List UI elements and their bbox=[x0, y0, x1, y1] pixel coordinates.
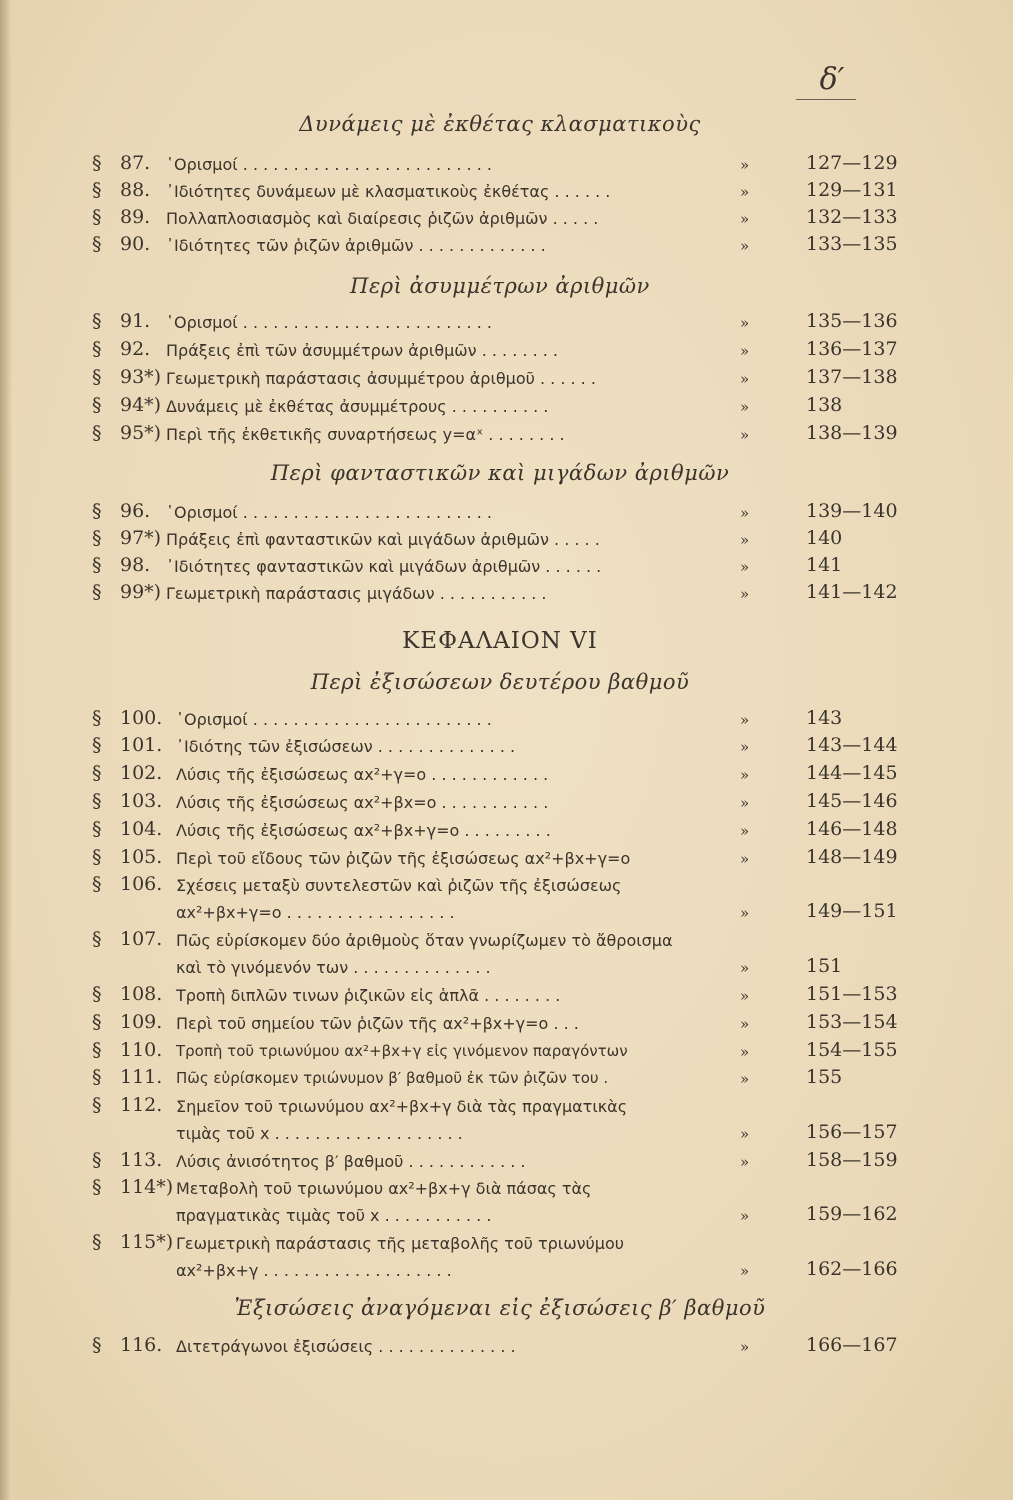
entry-title: ῾Ορισμοί . . . . . . . . . . . . . . . . . . . . . . . . . bbox=[166, 503, 492, 522]
ditto-mark: » bbox=[740, 850, 750, 868]
entry-pages: 127—129 bbox=[806, 152, 898, 174]
section-mark: § bbox=[92, 366, 102, 388]
entry-pages: 138—139 bbox=[806, 422, 898, 444]
ditto-mark: » bbox=[740, 1207, 750, 1225]
ditto-mark: » bbox=[740, 314, 750, 332]
toc-entry-continuation bbox=[0, 900, 1013, 928]
entry-title: ᾿Ιδιότητες δυνάμεων μὲ κλασματικοὺς ἐκθέτας . . . . . . bbox=[166, 182, 611, 201]
entry-pages: 139—140 bbox=[806, 500, 898, 522]
toc-entry-continuation bbox=[0, 1203, 1013, 1231]
entry-pages: 140 bbox=[806, 527, 843, 549]
toc-entry bbox=[0, 338, 1013, 366]
toc-entry bbox=[0, 179, 1013, 207]
toc-entry bbox=[0, 527, 1013, 555]
entry-number: 99*) bbox=[120, 581, 162, 603]
entry-number: 112. bbox=[120, 1094, 163, 1116]
entry-title-continuation: αx²+βx+γ=ο . . . . . . . . . . . . . . . . . bbox=[176, 903, 455, 922]
entry-pages: 148—149 bbox=[806, 846, 898, 868]
section-mark: § bbox=[92, 527, 102, 549]
entry-title-continuation: αx²+βx+γ . . . . . . . . . . . . . . . . . . . bbox=[176, 1261, 452, 1280]
section-mark: § bbox=[92, 1149, 102, 1171]
ditto-mark: » bbox=[740, 959, 750, 977]
toc-entry bbox=[0, 707, 1013, 735]
entry-pages: 153—154 bbox=[806, 1011, 898, 1033]
toc-entry bbox=[0, 422, 1013, 450]
entry-number: 116. bbox=[120, 1334, 163, 1356]
section-mark: § bbox=[92, 1039, 102, 1061]
ditto-mark: » bbox=[740, 585, 750, 603]
ditto-mark: » bbox=[740, 156, 750, 174]
section-mark: § bbox=[92, 233, 102, 255]
entry-pages: 156—157 bbox=[806, 1121, 898, 1143]
entry-pages: 144—145 bbox=[806, 762, 898, 784]
ditto-mark: » bbox=[740, 1125, 750, 1143]
entry-title: Περὶ τῆς ἐκθετικῆς συναρτήσεως y=αˣ . . . . . . . . bbox=[166, 425, 565, 444]
entry-title: Λύσις τῆς ἐξισώσεως αx²+γ=ο . . . . . . . . . . . . bbox=[176, 765, 549, 784]
entry-pages: 143 bbox=[806, 707, 843, 729]
entry-pages: 133—135 bbox=[806, 233, 898, 255]
entry-title: Λύσις τῆς ἐξισώσεως αx²+βx=ο . . . . . . . . . . . bbox=[176, 793, 549, 812]
toc-entry bbox=[0, 762, 1013, 790]
toc-entry bbox=[0, 394, 1013, 422]
ditto-mark: » bbox=[740, 794, 750, 812]
section-mark: § bbox=[92, 581, 102, 603]
toc-entry bbox=[0, 554, 1013, 582]
toc-entry bbox=[0, 790, 1013, 818]
ditto-mark: » bbox=[740, 738, 750, 756]
section-heading-reducible-equations: Ἐξισώσεις ἀναγόμεναι εἰς ἐξισώσεις β′ βαθμοῦ bbox=[234, 1296, 766, 1320]
ditto-mark: » bbox=[740, 1015, 750, 1033]
entry-title: Τροπὴ τοῦ τριωνύμου αx²+βx+γ εἰς γινόμενον παραγόντων bbox=[176, 1042, 628, 1060]
entry-number: 95*) bbox=[120, 422, 162, 444]
ditto-mark: » bbox=[740, 987, 750, 1005]
section-heading-imaginary-numbers: Περὶ φανταστικῶν καὶ μιγάδων ἀριθμῶν bbox=[270, 461, 730, 485]
entry-number: 98. bbox=[120, 554, 151, 576]
entry-number: 102. bbox=[120, 762, 163, 784]
entry-number: 107. bbox=[120, 928, 163, 950]
section-mark: § bbox=[92, 1094, 102, 1116]
section-mark: § bbox=[92, 707, 102, 729]
entry-number: 88. bbox=[120, 179, 151, 201]
chapter-title: ΚΕΦΑΛΑΙΟΝ VI bbox=[402, 628, 598, 654]
entry-number: 101. bbox=[120, 734, 163, 756]
entry-pages: 151—153 bbox=[806, 983, 898, 1005]
toc-entry bbox=[0, 1334, 1013, 1362]
toc-entry bbox=[0, 928, 1013, 956]
entry-title: Σημεῖον τοῦ τριωνύμου αx²+βx+γ διὰ τὰς πραγματικὰς bbox=[176, 1097, 628, 1116]
ditto-mark: » bbox=[740, 237, 750, 255]
section-mark: § bbox=[92, 762, 102, 784]
entry-number: 108. bbox=[120, 983, 163, 1005]
entry-number: 111. bbox=[120, 1066, 163, 1088]
section-mark: § bbox=[92, 1066, 102, 1088]
entry-number: 103. bbox=[120, 790, 163, 812]
toc-entry bbox=[0, 1176, 1013, 1204]
entry-pages: 137—138 bbox=[806, 366, 898, 388]
entry-pages: 136—137 bbox=[806, 338, 898, 360]
entry-number: 96. bbox=[120, 500, 151, 522]
entry-title: Περὶ τοῦ εἴδους τῶν ῥιζῶν τῆς ἐξισώσεως αx²+βx+γ=ο bbox=[176, 849, 631, 868]
entry-number: 87. bbox=[120, 152, 151, 174]
entry-title: Δυνάμεις μὲ ἐκθέτας ἀσυμμέτρους . . . . . . . . . . bbox=[166, 397, 549, 416]
entry-title: Πράξεις ἐπὶ φανταστικῶν καὶ μιγάδων ἀριθμῶν . . . . . bbox=[166, 530, 600, 549]
entry-pages: 135—136 bbox=[806, 310, 898, 332]
entry-pages: 145—146 bbox=[806, 790, 898, 812]
entry-number: 109. bbox=[120, 1011, 163, 1033]
ditto-mark: » bbox=[740, 342, 750, 360]
section-mark: § bbox=[92, 846, 102, 868]
toc-entry bbox=[0, 1094, 1013, 1122]
section-mark: § bbox=[92, 873, 102, 895]
toc-entry bbox=[0, 873, 1013, 901]
ditto-mark: » bbox=[740, 531, 750, 549]
entry-title-continuation: καὶ τὸ γινόμενόν των . . . . . . . . . . . . . . bbox=[176, 958, 491, 977]
toc-entry bbox=[0, 366, 1013, 394]
entry-title: ᾿Ιδιότητες φανταστικῶν καὶ μιγάδων ἀριθμῶν . . . . . . bbox=[166, 557, 602, 576]
ditto-mark: » bbox=[740, 822, 750, 840]
entry-title: Λύσις ἀνισότητος β′ βαθμοῦ . . . . . . . . . . . . bbox=[176, 1152, 526, 1171]
section-mark: § bbox=[92, 152, 102, 174]
entry-title-continuation: πραγματικὰς τιμὰς τοῦ x . . . . . . . . . . . bbox=[176, 1206, 492, 1225]
entry-title: ᾿Ιδιότητες τῶν ῥιζῶν ἀριθμῶν . . . . . . . . . . . . . bbox=[166, 236, 546, 255]
entry-pages: 149—151 bbox=[806, 900, 898, 922]
entry-pages: 158—159 bbox=[806, 1149, 898, 1171]
toc-entry-continuation bbox=[0, 1258, 1013, 1286]
toc-entry bbox=[0, 1066, 1013, 1094]
toc-entry bbox=[0, 233, 1013, 261]
entry-title: Σχέσεις μεταξὺ συντελεστῶν καὶ ῥιζῶν τῆς ἐξισώσεως bbox=[176, 876, 622, 895]
section-mark: § bbox=[92, 1011, 102, 1033]
section-mark: § bbox=[92, 310, 102, 332]
section-mark: § bbox=[92, 818, 102, 840]
entry-number: 113. bbox=[120, 1149, 163, 1171]
toc-entry bbox=[0, 581, 1013, 609]
toc-entry bbox=[0, 206, 1013, 234]
toc-entry bbox=[0, 310, 1013, 338]
entry-title: Γεωμετρικὴ παράστασις τῆς μεταβολῆς τοῦ τριωνύμου bbox=[176, 1234, 625, 1253]
entry-pages: 155 bbox=[806, 1066, 843, 1088]
page-number: δ′ bbox=[819, 62, 845, 97]
section-mark: § bbox=[92, 928, 102, 950]
section-mark: § bbox=[92, 394, 102, 416]
entry-number: 94*) bbox=[120, 394, 162, 416]
ditto-mark: » bbox=[740, 183, 750, 201]
entry-title: ᾿Ιδιότης τῶν ἐξισώσεων . . . . . . . . . . . . . . bbox=[176, 737, 516, 756]
section-mark: § bbox=[92, 500, 102, 522]
toc-entry bbox=[0, 1149, 1013, 1177]
entry-pages: 138 bbox=[806, 394, 843, 416]
ditto-mark: » bbox=[740, 711, 750, 729]
toc-entry-continuation bbox=[0, 1121, 1013, 1149]
section-mark: § bbox=[92, 554, 102, 576]
entry-title-continuation: τιμὰς τοῦ x . . . . . . . . . . . . . . . . . . . bbox=[176, 1124, 463, 1143]
section-mark: § bbox=[92, 422, 102, 444]
entry-pages: 132—133 bbox=[806, 206, 898, 228]
section-heading-quadratic-equations: Περὶ ἐξισώσεων δευτέρου βαθμοῦ bbox=[310, 670, 690, 694]
ditto-mark: » bbox=[740, 210, 750, 228]
toc-entry-continuation bbox=[0, 955, 1013, 983]
entry-pages: 151 bbox=[806, 955, 843, 977]
toc-entry bbox=[0, 983, 1013, 1011]
section-heading-irrational-numbers: Περὶ ἀσυμμέτρων ἀριθμῶν bbox=[350, 274, 650, 298]
ditto-mark: » bbox=[740, 1262, 750, 1280]
ditto-mark: » bbox=[740, 766, 750, 784]
ditto-mark: » bbox=[740, 558, 750, 576]
entry-pages: 159—162 bbox=[806, 1203, 898, 1225]
entry-number: 97*) bbox=[120, 527, 162, 549]
entry-title: Λύσις τῆς ἐξισώσεως αx²+βx+γ=ο . . . . . . . . . bbox=[176, 821, 551, 840]
ditto-mark: » bbox=[740, 1338, 750, 1356]
entry-pages: 154—155 bbox=[806, 1039, 898, 1061]
entry-number: 106. bbox=[120, 873, 163, 895]
entry-title: ῾Ορισμοί . . . . . . . . . . . . . . . . . . . . . . . . . bbox=[166, 155, 492, 174]
section-mark: § bbox=[92, 983, 102, 1005]
entry-number: 89. bbox=[120, 206, 151, 228]
entry-title: Πολλαπλοσιασμὸς καὶ διαίρεσις ῥιζῶν ἀριθμῶν . . . . . bbox=[166, 209, 599, 228]
section-mark: § bbox=[92, 734, 102, 756]
ditto-mark: » bbox=[740, 1153, 750, 1171]
section-mark: § bbox=[92, 790, 102, 812]
section-mark: § bbox=[92, 206, 102, 228]
section-mark: § bbox=[92, 1231, 102, 1253]
section-mark: § bbox=[92, 1334, 102, 1356]
section-mark: § bbox=[92, 338, 102, 360]
entry-number: 92. bbox=[120, 338, 151, 360]
ditto-mark: » bbox=[740, 398, 750, 416]
entry-pages: 141 bbox=[806, 554, 843, 576]
toc-entry bbox=[0, 1011, 1013, 1039]
ditto-mark: » bbox=[740, 370, 750, 388]
entry-number: 104. bbox=[120, 818, 163, 840]
toc-entry bbox=[0, 152, 1013, 180]
entry-title: Διτετράγωνοι ἐξισώσεις . . . . . . . . . . . . . . bbox=[176, 1337, 516, 1356]
section-mark: § bbox=[92, 179, 102, 201]
toc-entry bbox=[0, 846, 1013, 874]
entry-title: Μεταβολὴ τοῦ τριωνύμου αx²+βx+γ διὰ πάσας τὰς bbox=[176, 1179, 592, 1198]
entry-title: Γεωμετρικὴ παράστασις ἀσυμμέτρου ἀριθμοῦ . . . . . . bbox=[166, 369, 596, 388]
entry-pages: 143—144 bbox=[806, 734, 898, 756]
entry-title: Τροπὴ διπλῶν τινων ῥιζικῶν εἰς ἁπλᾶ . . . . . . . . bbox=[176, 986, 561, 1005]
entry-pages: 166—167 bbox=[806, 1334, 898, 1356]
entry-pages: 146—148 bbox=[806, 818, 898, 840]
toc-entry bbox=[0, 734, 1013, 762]
entry-title: ῾Ορισμοί . . . . . . . . . . . . . . . . . . . . . . . . . bbox=[166, 313, 492, 332]
ditto-mark: » bbox=[740, 504, 750, 522]
entry-title: Πῶς εὑρίσκομεν δύο ἀριθμοὺς ὅταν γνωρίζωμεν τὸ ἄθροισμα bbox=[176, 931, 673, 950]
entry-number: 110. bbox=[120, 1039, 163, 1061]
entry-title: Γεωμετρικὴ παράστασις μιγάδων . . . . . . . . . . . bbox=[166, 584, 547, 603]
entry-pages: 129—131 bbox=[806, 179, 898, 201]
entry-pages: 162—166 bbox=[806, 1258, 898, 1280]
toc-entry bbox=[0, 818, 1013, 846]
entry-title: Πράξεις ἐπὶ τῶν ἀσυμμέτρων ἀριθμῶν . . . . . . . . bbox=[166, 341, 558, 360]
entry-title: Περὶ τοῦ σημείου τῶν ῥιζῶν τῆς αx²+βx+γ=ο . . . bbox=[176, 1014, 579, 1033]
entry-number: 91. bbox=[120, 310, 151, 332]
entry-number: 90. bbox=[120, 233, 151, 255]
entry-number: 115*) bbox=[120, 1231, 174, 1253]
section-mark: § bbox=[92, 1176, 102, 1198]
ditto-mark: » bbox=[740, 904, 750, 922]
section-heading-fractional-exponents: Δυνάμεις μὲ ἐκθέτας κλασματικοὺς bbox=[299, 112, 701, 136]
ditto-mark: » bbox=[740, 1043, 750, 1061]
toc-entry bbox=[0, 500, 1013, 528]
entry-pages: 141—142 bbox=[806, 581, 898, 603]
entry-number: 100. bbox=[120, 707, 163, 729]
entry-title: Πῶς εὑρίσκομεν τριώνυμον β′ βαθμοῦ ἐκ τῶν ῥιζῶν του . bbox=[176, 1069, 609, 1087]
ditto-mark: » bbox=[740, 1070, 750, 1088]
toc-entry bbox=[0, 1231, 1013, 1259]
entry-number: 93*) bbox=[120, 366, 162, 388]
entry-title: ῾Ορισμοί . . . . . . . . . . . . . . . . . . . . . . . . bbox=[176, 710, 492, 729]
toc-entry bbox=[0, 1039, 1013, 1067]
entry-number: 114*) bbox=[120, 1176, 174, 1198]
ditto-mark: » bbox=[740, 426, 750, 444]
page-number-rule bbox=[796, 99, 856, 100]
entry-number: 105. bbox=[120, 846, 163, 868]
